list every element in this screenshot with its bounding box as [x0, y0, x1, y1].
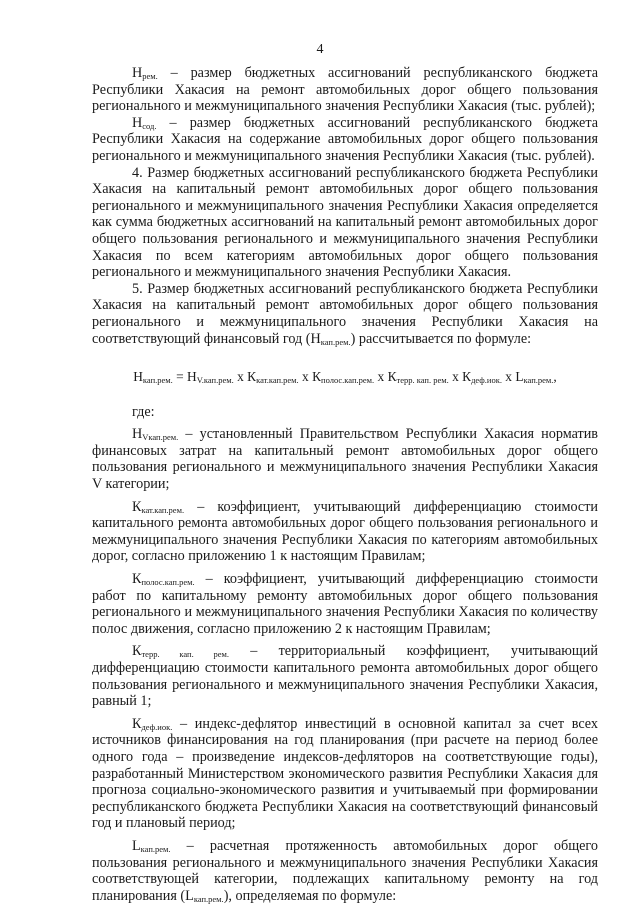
paragraph-text: – размер бюджетных ассигнований республиканского бюджета Республики Хакасия на ремонт автомобильных дорог общего пользования регионального и межмуниципального значения Республики Хакасия (тыс. рублей); — [92, 65, 598, 115]
definition-k-kat: $К_{кат.кап.рем.}$ – коэффициент, учитывающий дифференциацию стоимости капитального ремонта автомобильных дорог общего пользования регионального и межмуниципального значения Республики Хакасия по категориям автомобильных дорог, согласно приложению 1 к настоящим Правилам; — [92, 498, 598, 565]
paragraph-n-sod — [92, 115, 598, 165]
subscript: сод. — [142, 120, 157, 131]
definition-k-terr: $К_{терр. кап. рем.}$ – территориальный коэффициент, учитывающий дифференциацию стоимости капитального ремонта автомобильных дорог общего пользования регионального и межмуниципального значения Республики Хакасия, равный 1; — [92, 643, 598, 710]
page-number: 4 — [316, 42, 324, 57]
subscript: рем. — [142, 71, 158, 81]
where-label: где: — [132, 403, 155, 420]
paragraph-5 — [92, 281, 598, 347]
paragraph-4: 4. Размер бюджетных ассигнований республиканского бюджета Республики Хакасия на капитальный ремонт автомобильных дорог общего пользования регионального и межмуниципального значения Республики Хакасия определяется как сумма бюджетных ассигнований на капитальный ремонт автомобильных дорог общего пользования регионального и межмуниципального значения Республики Хакасия по всем категориям автомобильных дорог общего пользования регионального и межмуниципального значения Республики Хакасия. — [92, 164, 598, 281]
paragraph-text: – размер бюджетных ассигнований республиканского бюджета Республики Хакасия на содержание автомобильных дорог общего пользования регионального и межмуниципального значения Республики Хакасия (тыс. рублей). — [92, 114, 598, 164]
document-body — [92, 65, 598, 904]
definition-k-polos: $К_{полос.кап.рем.}$ – коэффициент, учитывающий дифференциацию стоимости работ по капитальному ремонту автомобильных дорог общего пользования регионального и межмуниципального значения Республики Хакасия по количеству полос движения, согласно приложению 2 к настоящим Правилам; — [92, 571, 598, 637]
subscript: кап.рем. — [320, 336, 351, 347]
symbol: Н — [132, 114, 143, 131]
definition-n-v: $Н_{Vкап.рем.}$ – установленный Правительством Республики Хакасия норматив финансовых затрат на капитальный ремонт автомобильных дорог общего пользования регионального и межмуниципального значения Республики Хакасия V категории; — [92, 426, 598, 493]
definition-l-kap: $L_{кап.рем.}$ – расчетная протяженность автомобильных дорог общего пользования регионального и межмуниципального значения Республики Хакасия соответствующей категории, подлежащих капитальному ремонту на год планирования $(L_{кап.рем.})$, определяемая по формуле: — [92, 837, 598, 904]
symbol: Н — [132, 65, 143, 81]
paragraph-n-rem — [92, 65, 598, 115]
paragraph-text: 5. Размер бюджетных ассигнований республиканского бюджета Республики Хакасия на капитальный ремонт автомобильных дорог общего пользования регионального и межмуниципального значения Республики Хакасия на соответствующий финансовый год (Н — [92, 280, 598, 347]
formula: $Н_{кап.рем.} = Н_{V.кап.рем.}$ х $К_{кат.кап.рем.}$ х $К_{полос.кап.рем.}$ х $К_{терр. кап. рем.}$ х $К_{деф.иок.}$ х $L_{кап.рем.}$, — [133, 369, 557, 386]
paragraph-text: ) рассчитывается по формуле: — [350, 330, 532, 347]
definition-k-def: $К_{деф.иок.}$ – индекс-дефлятор инвестиций в основной капитал за счет всех источников финансирования на год планирования (при расчете на период более одного года – произведение индексов-дефляторов на соответствующие годы), разработанный Министерством экономического развития Республики Хакасия для прогноза социально-экономического развития и учитываемый при формировании республиканского бюджета Республики Хакасия на соответствующий финансовый год и плановый период; — [92, 715, 598, 832]
